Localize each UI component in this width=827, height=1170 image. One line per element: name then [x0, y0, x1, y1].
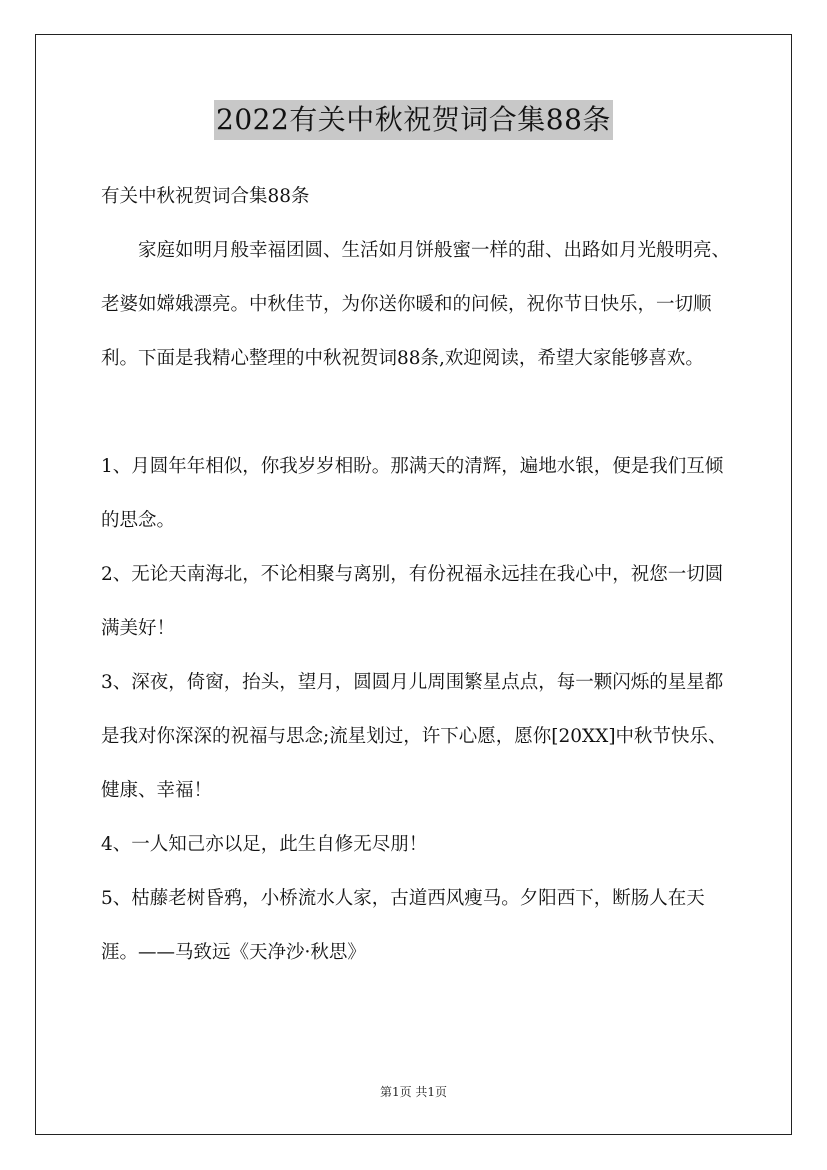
document-subtitle: 有关中秋祝贺词合集88条 [101, 186, 310, 207]
page-footer: 第1页 共1页 [379, 1085, 448, 1099]
document-body [101, 170, 731, 980]
list-item: 5、枯藤老树昏鸦，小桥流水人家，古道西风瘦马。夕阳西下，断肠人在天涯。——马致远《天净沙·秋思》 [101, 888, 705, 963]
title-container [0, 100, 827, 140]
list-item: 1、月圆年年相似，你我岁岁相盼。那满天的清辉，遍地水银，便是我们互倾的思念。 [101, 456, 724, 531]
list-item: 4、一人知己亦以足，此生自修无尽朋！ [101, 834, 428, 855]
document-title: 2022有关中秋祝贺词合集88条 [214, 100, 613, 140]
paragraph-gap [101, 386, 731, 440]
list-item: 3、深夜，倚窗，抬头，望月，圆圆月儿周围繁星点点，每一颗闪烁的星星都是我对你深深的祝福与思念;流星划过，许下心愿，愿你[20XX]中秋节快乐、健康、幸福！ [101, 672, 727, 801]
intro-paragraph: 家庭如明月般幸福团圆、生活如月饼般蜜一样的甜、出路如月光般明亮、老婆如嫦娥漂亮。中秋佳节，为你送你暖和的问候，祝你节日快乐，一切顺利。下面是我精心整理的中秋祝贺词88条,欢迎阅读，希望大家能够喜欢。 [101, 240, 731, 369]
list-item: 2、无论天南海北，不论相聚与离别，有份祝福永远挂在我心中，祝您一切圆满美好！ [101, 564, 724, 639]
